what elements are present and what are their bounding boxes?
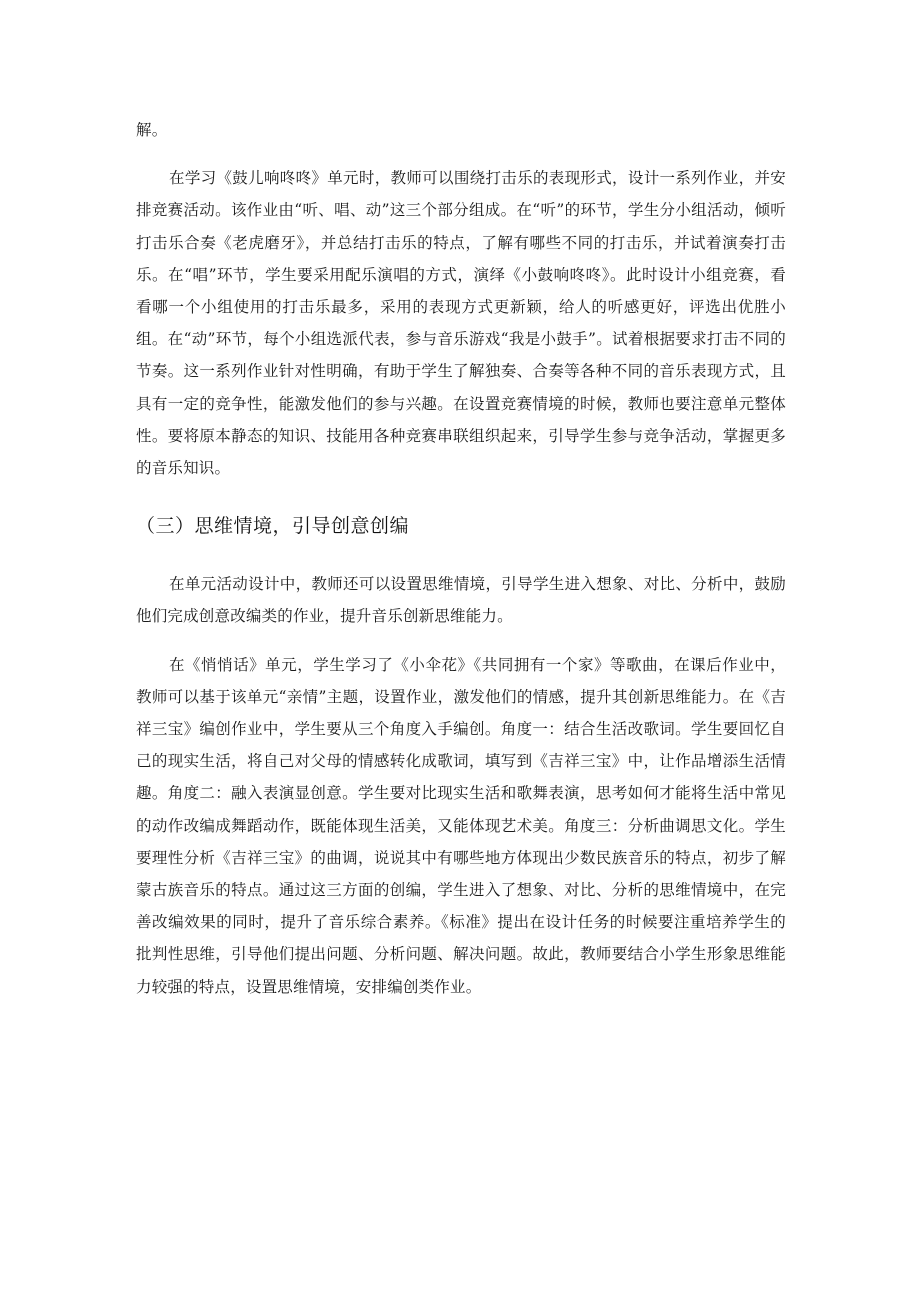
paragraph-continuation: 解。: [136, 121, 168, 139]
paragraph-whisper-unit: 在《悄悄话》单元，学生学习了《小伞花》《共同拥有一个家》等歌曲，在课后作业中，教师可以基于该单元“亲情”主题，设置作业，激发他们的情感，提升其创新思维能力。在《吉祥三宝》编创作业中，学生要从三个角度入手编创。角度一：结合生活改歌词。学生要回忆自己的现实生活，将自己对父母的情感转化成歌词，填写到《吉祥三宝》中，让作品增添生活情趣。角度二：融入表演显创意。学生要对比现实生活和歌舞表演，思考如何才能将生活中常见的动作改编成舞蹈动作，既能体现生活美，又能体现艺术美。角度三：分析曲调思文化。学生要理性分析《吉祥三宝》的曲调，说说其中有哪些地方体现出少数民族音乐的特点，初步了解蒙古族音乐的特点。通过这三方面的创编，学生进入了想象、对比、分析的思维情境中，在完善改编效果的同时，提升了音乐综合素养。《标准》提出在设计任务的时候要注重培养学生的批判性思维，引导他们提出问题、分析问题、解决问题。故此，教师要结合小学生形象思维能力较强的特点，设置思维情境，安排编创类作业。: [136, 655, 786, 996]
section-heading: （三）思维情境，引导创意创编: [136, 515, 410, 538]
paragraph-drum-unit: 在学习《鼓儿响咚咚》单元时，教师可以围绕打击乐的表现形式，设计一系列作业，并安排竞赛活动。该作业由“听、唱、动”这三个部分组成。在“听”的环节，学生分小组活动，倾听打击乐合奏《老虎磨牙》，并总结打击乐的特点，了解有哪些不同的打击乐，并试着演奏打击乐。在“唱”环节，学生要采用配乐演唱的方式，演绎《小鼓响咚咚》。此时设计小组竞赛，看看哪一个小组使用的打击乐最多，采用的表现方式更新颖，给人的听感更好，评选出优胜小组。在“动”环节，每个小组选派代表，参与音乐游戏“我是小鼓手”。试着根据要求打击不同的节奏。这一系列作业针对性明确，有助于学生了解独奏、合奏等各种不同的音乐表现方式，且具有一定的竞争性，能激发他们的参与兴趣。在设置竞赛情境的时候，教师也要注意单元整体性。要将原本静态的知识、技能用各种竞赛串联组织起来，引导学生参与竞争活动，掌握更多的音乐知识。: [136, 169, 786, 478]
paragraph-spacer: [136, 633, 786, 649]
paragraph-spacer: [136, 544, 786, 568]
document-body: [136, 114, 786, 1003]
paragraph-spacer: [136, 484, 786, 508]
paragraph-thinking-context: 在单元活动设计中，教师还可以设置思维情境，引导学生进入想象、对比、分析中，鼓励他们完成创意改编类的作业，提升音乐创新思维能力。: [136, 575, 786, 626]
paragraph-spacer: [136, 146, 786, 162]
